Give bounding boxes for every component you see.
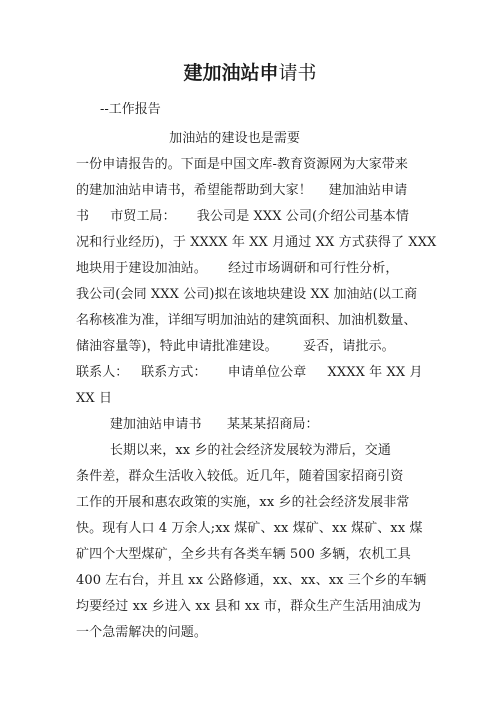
body-line: 长期以来，xx 乡的社会经济发展较为滞后，交通 [76, 443, 391, 458]
body-line: 快。现有人口 4 万余人;xx 煤矿、xx 煤矿、xx 煤矿、xx 煤 [76, 521, 423, 536]
body-line: 一份申请报告的。下面是中国文库-教育资源网为大家带来 [76, 157, 408, 172]
body-line: 建加油站申请书 某某某招商局： [76, 417, 319, 432]
body-line: 书 市贸工局： 我公司是 XXX 公司(介绍公司基本情 [76, 209, 409, 224]
body-line: 均要经过 xx 乡进入 xx 县和 xx 市，群众生产生活用油成为 [76, 599, 422, 614]
body-line: XX 日 [76, 391, 113, 406]
body-line: 400 左右台，并且 xx 公路修通，xx、xx、xx 三个乡的车辆 [76, 573, 427, 588]
document-title [0, 60, 500, 86]
body-line: 的建加油站申请书，希望能帮助到大家！ 建加油站申请 [76, 183, 408, 198]
body-line: 名称核准为准，详细写明加油站的建筑面积、加油机数量、 [76, 313, 417, 328]
body-line: 储油容量等)，特此申请批准建设。 妥否，请批示。 [76, 339, 395, 354]
body-line: 加油站的建设也是需要 [76, 131, 301, 146]
document-title-normal: 请书 [278, 62, 317, 84]
body-line: 工作的开展和惠农政策的实施，xx 乡的社会经济发展非常 [76, 495, 410, 510]
body-line: 地块用于建设加油站。 经过市场调研和可行性分析， [76, 261, 399, 276]
body-line: 况和行业经历)，于 XXXX 年 XX 月通过 XX 方式获得了 XXX [76, 235, 437, 250]
body-line: 联系人： 联系方式： 申请单位公章 XXXX 年 XX 月 [76, 365, 423, 380]
body-line: 一个急需解决的问题。 [76, 625, 208, 640]
body-line: 矿四个大型煤矿，全乡共有各类车辆 500 多辆，农机工具 [76, 547, 411, 562]
body-line: 我公司(会同 XXX 公司)拟在该地块建设 XX 加油站(以工商 [76, 287, 418, 302]
document-title-bold: 建加油站申 [183, 62, 279, 84]
body-line: 条件差，群众生活收入较低。近几年，随着国家招商引资 [76, 469, 404, 484]
document-subtitle: --工作报告 [100, 102, 161, 117]
